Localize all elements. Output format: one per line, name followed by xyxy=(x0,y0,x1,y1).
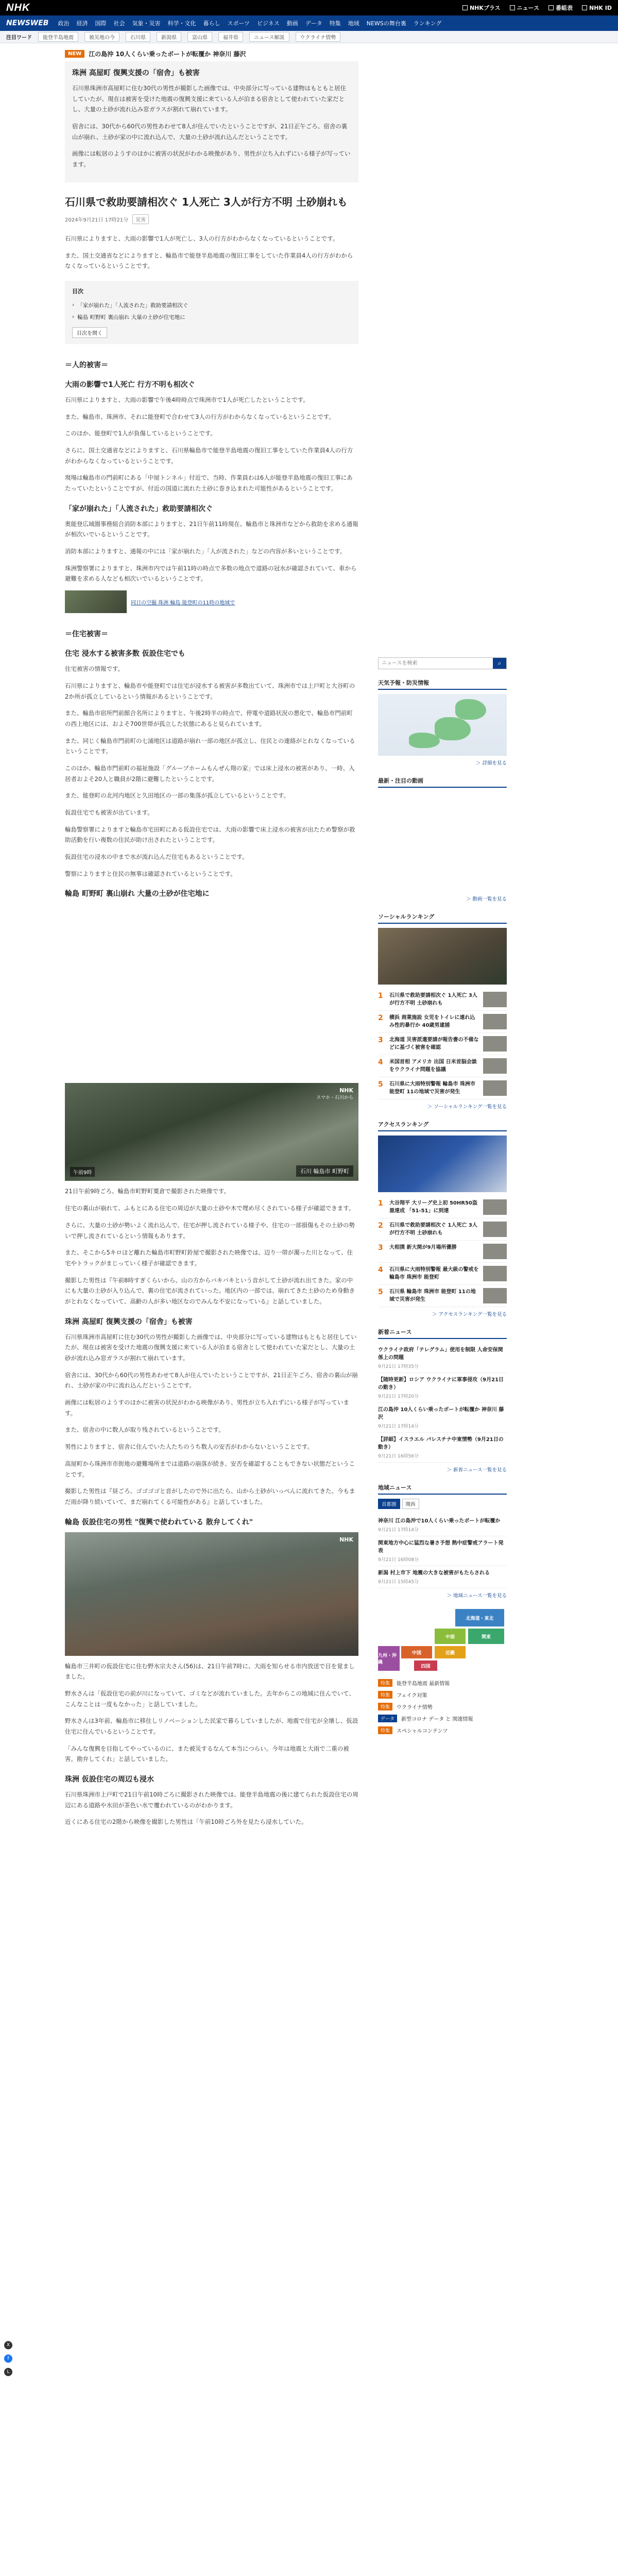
ranking-item[interactable]: 3 北海道 災害派遣要請が報告書の不備などに基づく被害を確認 xyxy=(378,1033,507,1055)
lead-box-title: 珠洲 高屋町 復興支援の「宿舎」も被害 xyxy=(72,69,200,77)
latest-videos-section xyxy=(378,776,507,902)
line-share-icon[interactable]: L xyxy=(4,2368,12,2376)
thumbnail xyxy=(483,1244,507,1259)
video-watermark: NHK スマホ・石川から xyxy=(316,1087,353,1101)
search-icon[interactable]: ⌕ xyxy=(493,658,506,669)
paragraph: 仮設住宅でも被害が出ています。 xyxy=(65,809,153,816)
region-news-section xyxy=(378,1483,507,1671)
paragraph: また、そこから5キロほど離れた輪島市町野町鈴屋で撮影された映像では、辺り一帯が濁った川となって、住宅やトラックがまじっていく様子が確認できます。 xyxy=(65,1249,353,1267)
paragraph: 石川県珠洲市高屋町に住む30代の男性が撮影した画像では、中央部分に写っている建物はもともと居住していたが、現在は被害を受けた地震の復興支援に来ている人が泊まる宿舎として使われていた家だとし、大量の土砂が流れ込み窓ガラスが割れて崩れています。 xyxy=(65,1333,357,1362)
embedded-content-area xyxy=(65,904,358,1079)
paragraph: 石川県によりますと、大雨の影響で1人が死亡し、3人の行方がわからなくなっているということです。 xyxy=(65,234,339,242)
paragraph: 宿舎には、30代から60代の男性あわせて8人が住んでいたということですが、21日正午ごろ、宿舎の裏山が崩れ、土砂が家の中に流れ込んで、大量の土砂が流れ込んだということです。 xyxy=(72,123,348,141)
paragraph: 珠洲警察署によりますと、珠洲市内では午前11時の時点で多数の地点で道路の冠水が確認されていて、車から避難を求める人なども相次いでいるということです。 xyxy=(65,564,357,583)
news-icon xyxy=(510,5,515,10)
region-news-link[interactable]: ＞ 地域ニュース一覧を見る xyxy=(447,1593,507,1599)
nav-sports[interactable]: スポーツ xyxy=(227,20,250,27)
nav-backstage[interactable]: NEWSの舞台裏 xyxy=(366,20,406,27)
search-input[interactable] xyxy=(379,658,493,669)
section-subheading: 輪島 仮設住宅の男性 "復興で使われている 散弁してくれ" xyxy=(65,1518,253,1527)
new-news-section xyxy=(378,1328,507,1473)
lead-box xyxy=(65,61,358,182)
paragraph: 野水さんは「仮設住宅の前が川になっていて、ゴミなどが流れていました。去年からこの地域に住んでいて、こんなことは一度もなかった」と話していました。 xyxy=(65,1689,355,1708)
social-ranking-link[interactable]: ＞ ソーシャルランキング一覧を見る xyxy=(427,1104,507,1110)
paragraph: このほか、輪島市門前町の福祉施設「グループホームもんぜん翔の家」では床上浸水の被害があり、一時、入居者およそ20人と職員が2階に避難したということです。 xyxy=(65,764,355,783)
paragraph: 輪島警察署によりますと輪島市宅田町にある仮設住宅では、大雨の影響で床上浸水の被害が出たため警察が救助活動を行い複数の住民が助け出されたということです。 xyxy=(65,825,355,844)
article-main xyxy=(65,43,358,1834)
nav-region[interactable]: 地域 xyxy=(348,20,359,27)
landslide-video[interactable] xyxy=(65,1083,358,1181)
paragraph: 消防本部によりますと、通報の中には「家が崩れた」「人が流された」などの内容が多いということです。 xyxy=(65,548,346,555)
paragraph: 「みんな復興を目指してやっているのに、また被災するなんて本当につらい。今年は地震と大雨で二重の被害。勘弁してくれ」と話していました。 xyxy=(65,1744,349,1763)
paragraph: また、同じく輪島市門前町の七浦地区は道路が崩れ一部の地区が孤立し、住民との連絡がとれなくなっているということです。 xyxy=(65,737,355,755)
nav-ranking[interactable]: ランキング xyxy=(413,20,442,27)
sidebar xyxy=(378,43,507,1834)
paragraph: また、輪島市宿所門前館合名所によりますと、午後2時半の時点で、停電や道路状況の悪化で、輪島市門前町の西上地区には、およそ700世帯が孤立した状態にあると見られています。 xyxy=(65,709,353,727)
paragraph: 高屋町から珠洲市市街地の避難場所までは道路の崩落が続き、安否を確認することもできない状態だということです。 xyxy=(65,1460,355,1478)
article-title: 石川県で救助要請相次ぐ 1人死亡 3人が行方不明 土砂崩れも xyxy=(65,195,348,208)
paragraph: また、国土交通省などによりますと、輪島市で能登半島地震の復旧工事をしていた作業員4人の行方がわからなくなっているということです。 xyxy=(65,251,353,270)
news-item[interactable]: ウクライナ政府「テレグラム」使用を制限 人命安保関係上の問題 9月21日 17時35分 xyxy=(378,1343,507,1373)
paragraph: 現場は輪島市の門前町にある「中屋トンネル」付近で、当時、作業員わは6人が能登半島地震の復旧工事にあたっていたということですが、付近の国道に流れた土砂に巻き込まれた可能性があるということです。 xyxy=(65,474,353,492)
ranking-item[interactable]: 4 米国首相 アメリカ 出国 日米首脳会談をウクライナ問題を協議 xyxy=(378,1055,507,1077)
trending-chip[interactable]: 富山県 xyxy=(187,32,212,42)
news-item[interactable]: 神奈川 江の島沖で10人くらい乗ったボートが転覆か 9月21日 17時14分 xyxy=(378,1514,507,1536)
paragraph: また、能登町の北河内地区と久田地区の一部の集落が孤立しているということです。 xyxy=(65,792,290,800)
weather-section xyxy=(378,679,507,766)
share-rail xyxy=(0,43,14,2375)
tab-kansai[interactable]: 関西 xyxy=(402,1499,419,1509)
main-nav xyxy=(0,15,618,31)
paragraph: 警察によりますと住民の無事は確認されているということです。 xyxy=(65,870,236,877)
weather-detail-link[interactable]: ＞ 詳細を見る xyxy=(475,760,507,766)
nav-feature[interactable]: 特集 xyxy=(329,20,341,27)
special-link[interactable]: 特集 スペシャルコンテンツ xyxy=(378,1726,507,1734)
social-ranking-section xyxy=(378,912,507,1110)
paragraph: 21日午前9時ごろ、輪島市町野町粟倉で撮影された映像です。 xyxy=(65,1188,230,1195)
article-category[interactable]: 災害 xyxy=(132,214,149,224)
ranking-item[interactable]: 1 大谷翔平 大リーグ史上初 50HR50盗塁達成 「51-51」に到達 xyxy=(378,1196,507,1218)
trending-chip[interactable]: 能登半島地震 xyxy=(38,32,78,42)
paragraph: 画像には転居のようすのほかに被害の状況がわかる映像があり、男性が立ち入れずにいる様子が写っています。 xyxy=(72,150,351,168)
region-shikoku[interactable]: 四国 xyxy=(414,1660,437,1671)
trending-chip[interactable]: 石川県 xyxy=(126,32,150,42)
paragraph: 石川県珠洲市高屋町に住む30代の男性が撮影した画像では、中央部分に写っている建物はもともと居住していたが、現在は被害を受けた地震の復興支援に来ている人が泊まる宿舎として使われていた家だとし、大量の土砂が流れ込み窓ガラスが割れて崩れています。 xyxy=(72,84,347,113)
paragraph: 石川県によりますと、輪島市や能登町では住宅が浸水する被害が多数出ていて、珠洲市では上戸町と大谷町の2か所が孤立しているという情報があるということです。 xyxy=(65,682,355,700)
news-item[interactable]: 【詳細】イスラエル パレスチナ中東情勢（9月21日の動き） 9月21日 16時56分 xyxy=(378,1433,507,1463)
section-subheading: 輪島 町野町 裏山崩れ 大量の土砂が住宅地に xyxy=(65,890,210,899)
weather-title: 天気予報・防災情報 xyxy=(378,679,507,690)
paragraph: 奥能登広域圏事務組合消防本部によりますと、21日午前11時現在、輪島市と珠洲市などから救助を求める通報が相次いでいるということです。 xyxy=(65,520,358,538)
paragraph: 画像には転居のようすのほかに被害の状況がわかる映像があり、男性が立ち入れずにいる様子が写っています。 xyxy=(65,1399,349,1417)
map-land xyxy=(409,733,440,748)
breaking-text[interactable]: 江の島沖 10人くらい乗ったボートが転覆か 神奈川 藤沢 xyxy=(89,50,246,58)
ranking-item[interactable]: 2 横浜 商業施設 女児をトイレに連れ込み性的暴行か 40歳男逮捕 xyxy=(378,1011,507,1033)
toc-item[interactable]: › 輪島 町野町 裏山崩れ 大量の土砂が住宅地に xyxy=(72,314,185,320)
region-chubu[interactable]: 中部 xyxy=(435,1629,466,1644)
toc-expand-button[interactable]: 目次を開く xyxy=(72,327,107,338)
nav-politics[interactable]: 政治 xyxy=(58,20,70,27)
region-kinki[interactable]: 近畿 xyxy=(435,1646,466,1658)
region-tabs xyxy=(378,1499,507,1509)
ranking-item[interactable]: 5 石川県 輪島市 珠洲市 能登町 11の地域で災害が発生 xyxy=(378,1285,507,1307)
region-hokkaido-tohoku[interactable]: 北海道・東北 xyxy=(455,1609,504,1626)
access-ranking-photo[interactable] xyxy=(378,1136,507,1192)
special-links-section xyxy=(378,1679,507,1734)
news-item[interactable]: 江の島沖 10人くらい乗ったボートが転覆か 神奈川 藤沢 9月21日 17時14分 xyxy=(378,1403,507,1433)
paragraph: また、宿舎の中に数人が取り残されているということです。 xyxy=(65,1426,225,1434)
paragraph: 男性によりますと、宿舎に住んでいた人たちのうち数人の安否がわからないということです。 xyxy=(65,1443,314,1451)
new-news-link[interactable]: ＞ 新着ニュース一覧を見る xyxy=(447,1467,507,1473)
news-item[interactable]: 【随時更新】ロシア ウクライナに軍事侵攻（9月21日の動き） 9月21日 17時20分 xyxy=(378,1373,507,1403)
video-watermark: NHK xyxy=(339,1536,353,1543)
latest-videos-link[interactable]: ＞ 動画一覧を見る xyxy=(466,896,507,902)
paragraph: このほか、能登町で1人が負傷しているということです。 xyxy=(65,430,216,437)
thumbnail xyxy=(483,1266,507,1281)
nav-video[interactable]: 動画 xyxy=(286,20,298,27)
search-box xyxy=(378,657,507,669)
trending-chip[interactable]: ウクライナ情勢 xyxy=(296,32,341,42)
latest-title: 最新・注目の動画 xyxy=(378,776,507,788)
top-link-id[interactable]: NHK ID xyxy=(582,5,612,11)
paragraph: 野水さんは3年前、輪島市に移住しリノベーションした民家で暮らしていましたが、地震で住宅が全壊し、仮設住宅に住んでいるということです。 xyxy=(65,1717,358,1735)
special-link[interactable]: 特集 フェイク対策 xyxy=(378,1691,507,1699)
nhk-logo[interactable]: NHK xyxy=(6,2,30,13)
photo-link-text[interactable]: 同日の空撮 珠洲 輪島 能登町の11時の地域で xyxy=(131,600,235,606)
thumbnail xyxy=(483,1222,507,1237)
thumbnail xyxy=(483,992,507,1007)
paragraph: 住宅被害の情報です。 xyxy=(65,665,124,673)
breaking-news[interactable] xyxy=(65,49,358,58)
access-ranking-section xyxy=(378,1120,507,1317)
paragraph: 石川県によりますと、大雨の影響で午後4時時点で珠洲市で1人が死亡したということです。 xyxy=(65,396,309,403)
toc-item[interactable]: › 「家が崩れた」「人流された」救助要請相次ぐ xyxy=(72,302,188,309)
thumbnail xyxy=(483,1014,507,1029)
article-date: 2024年9月21日 17時21分 xyxy=(65,217,129,223)
social-ranking-title: ソーシャルランキング xyxy=(378,912,507,924)
trending-chip[interactable]: 福井県 xyxy=(218,32,243,42)
video-timestamp: 午前9時 xyxy=(70,1167,95,1177)
ranking-item[interactable]: 1 石川県で救助要請相次ぐ 1人死亡 3人が行方不明 土砂崩れも xyxy=(378,989,507,1011)
newsweb-brand[interactable]: NEWSWEB xyxy=(6,19,49,27)
paragraph: 石川県珠洲市上戸町で21日午前10時ごろに撮影された映像では、能登半島地震の後に建てられた仮設住宅の周辺にある道路や水田が茶色い水で覆われているのがわかります。 xyxy=(65,1791,358,1809)
section-subheading: 大雨の影響で1人死亡 行方不明も相次ぐ xyxy=(65,380,195,389)
paragraph: また、輪島市、珠洲市、それに能登町で合わせて3人の行方がわからなくなっているということです。 xyxy=(65,413,335,420)
region-news-title: 地域ニュース xyxy=(378,1483,507,1495)
thumbnail xyxy=(483,1080,507,1096)
section-subheading: 珠洲 高屋町 復興支援の「宿舎」も被害 xyxy=(65,1317,193,1326)
nav-data[interactable]: データ xyxy=(305,20,322,27)
user-icon xyxy=(582,5,587,10)
chevron-right-icon: › xyxy=(72,302,75,309)
map-land xyxy=(455,699,486,720)
special-link[interactable]: 特集 ウクライナ情勢 xyxy=(378,1703,507,1710)
section-heading: ＝人的被害＝ xyxy=(65,361,108,369)
trending-words xyxy=(0,31,618,43)
thumbnail xyxy=(483,1199,507,1215)
news-item[interactable]: 新潟 村上市下 地震の大きな被害がもたらされる 9月21日 15時45分 xyxy=(378,1566,507,1588)
trending-chip[interactable]: 被災地の今 xyxy=(84,32,119,42)
photo-link[interactable] xyxy=(65,590,358,613)
paragraph: 輪島市三井町の仮設住宅に住む野水宗夫さん(56)は、21日午前7時に、大雨を知らせる市内放送で目を覚ましました。 xyxy=(65,1662,355,1681)
paragraph: 近くにある住宅の2階から映像を撮影した男性は「午前10時ごろ外を見たら浸水していた。 xyxy=(65,1818,307,1826)
tv-icon xyxy=(462,5,468,10)
paragraph: 住宅の裏山が崩れて、ふもとにある住宅の周辺が大量の土砂や木で埋め尽くされている様子が確認できます。 xyxy=(65,1205,355,1212)
section-subheading: 「家が崩れた」「人流された」救助要請相次ぐ xyxy=(65,504,213,513)
table-of-contents xyxy=(65,281,358,344)
ranking-item[interactable]: 5 石川県に大雨特別警報 輪島市 珠洲市 能登町 11の地域で災害が発生 xyxy=(378,1077,507,1099)
trending-chip[interactable]: 新潟県 xyxy=(157,32,181,42)
nav-weather[interactable]: 気象・災害 xyxy=(132,20,161,27)
section-subheading: 珠洲 仮設住宅の周辺も浸水 xyxy=(65,1775,154,1784)
paragraph: 宿舎には、30代から60代の男性あわせて8人が住んでいたということですが、21日正午ごろ、宿舎の裏山が崩れ、土砂が家の中に流れ込んだということです。 xyxy=(65,1371,358,1389)
section-subheading: 住宅 浸水する被害多数 仮設住宅でも xyxy=(65,650,185,658)
trending-chip[interactable]: ニュース解説 xyxy=(249,32,289,42)
nav-life[interactable]: 暮らし xyxy=(203,20,220,27)
map-land xyxy=(435,717,471,740)
paragraph: さらに、国土交通省などによりますと、石川県輪島市で能登半島地震の復旧工事をしていた作業員4人の行方がわからなくなっているということです。 xyxy=(65,446,353,465)
x-share-icon[interactable]: X xyxy=(4,2341,12,2349)
thumbnail xyxy=(483,1036,507,1052)
calendar-icon xyxy=(548,5,554,10)
new-news-title: 新着ニュース xyxy=(378,1328,507,1339)
toc-title: 目次 xyxy=(72,287,83,295)
thumbnail xyxy=(483,1288,507,1303)
paragraph: 撮影した男性は『午前8時すぎくらいから、山の方からバキバキという音がして土砂が流れ出てきた。家の中にも大量の土砂が入り込んで、裏の住宅が流されていった。地区内の一部では、崩れてきた土砂のため身動きがとれなくなっていて、高齢の人が多い地区なのでみんな不安になっている』と話していました。 xyxy=(65,1276,355,1305)
region-kanto[interactable]: 関東 xyxy=(468,1629,504,1644)
section-heading: ＝住宅被害＝ xyxy=(65,630,108,639)
article-meta xyxy=(65,214,358,224)
paragraph: 仮設住宅の浸水の中まで水が流れ込んだ住宅もあるということです。 xyxy=(65,853,248,861)
ranking-item[interactable]: 4 石川県に大雨特別警報 最大級の警戒を 輪島市 珠洲市 能登町 xyxy=(378,1263,507,1285)
nav-international[interactable]: 国際 xyxy=(95,20,107,27)
top-bar xyxy=(0,0,618,15)
region-map xyxy=(378,1609,507,1671)
special-link[interactable]: 特集 能登半島地震 最新情報 xyxy=(378,1679,507,1687)
top-link-plus[interactable]: NHKプラス xyxy=(462,4,501,12)
breaking-tag: NEW xyxy=(65,50,84,58)
weather-map[interactable] xyxy=(378,694,507,756)
facebook-share-icon[interactable]: f xyxy=(4,2354,12,2363)
paragraph: さらに、大量の土砂が勢いよく流れ込んで、住宅が押し流されている様子や、住宅の一部損傷もその土砂の勢いで押し流されているという情報もあります。 xyxy=(65,1221,355,1240)
trending-label: 注目ワード xyxy=(6,35,32,41)
social-ranking-photo[interactable] xyxy=(378,928,507,985)
video-caption: 石川 輪島市 町野町 xyxy=(296,1165,353,1177)
top-link-schedule[interactable]: 番組表 xyxy=(548,4,573,12)
tab-shutoken[interactable]: 首都圏 xyxy=(378,1499,400,1509)
special-link[interactable]: データ 新型コロナ データ と 関連情報 xyxy=(378,1715,507,1722)
chevron-right-icon: › xyxy=(72,314,75,320)
news-item[interactable]: 関東地方中心に猛烈な暑さ予想 熱中症警戒アラート発表 9月21日 16時08分 xyxy=(378,1536,507,1566)
region-chugoku[interactable]: 中国 xyxy=(401,1646,432,1658)
access-ranking-link[interactable]: ＞ アクセスランキング一覧を見る xyxy=(432,1312,507,1317)
aerial-photo-thumbnail[interactable] xyxy=(65,590,127,613)
top-links xyxy=(462,4,612,12)
ranking-item[interactable]: 2 石川県で救助要請相次ぐ 1人死亡 3人が行方不明 土砂崩れも xyxy=(378,1218,507,1241)
paragraph: 撮影した男性は『昼ごろ、ゴゴゴゴと音がしたので外に出たら、山から土砂がいっぺんに流れてきた。今もまだ雨が降り続いていて、まだ崩れてくる可能性がある』と話していました。 xyxy=(65,1487,355,1505)
thumbnail xyxy=(483,1058,507,1074)
nav-business[interactable]: ビジネス xyxy=(257,20,280,27)
top-link-news[interactable]: ニュース xyxy=(510,4,539,12)
flooded-road-video[interactable] xyxy=(65,1532,358,1656)
access-ranking-title: アクセスランキング xyxy=(378,1120,507,1131)
ranking-item[interactable]: 3 大相撲 新大関が9月場所優勝 xyxy=(378,1241,507,1263)
region-kyushu-okinawa[interactable]: 九州・沖縄 xyxy=(378,1646,400,1671)
nav-science[interactable]: 科学・文化 xyxy=(167,20,196,27)
nav-society[interactable]: 社会 xyxy=(113,20,125,27)
nav-economy[interactable]: 経済 xyxy=(76,20,88,27)
